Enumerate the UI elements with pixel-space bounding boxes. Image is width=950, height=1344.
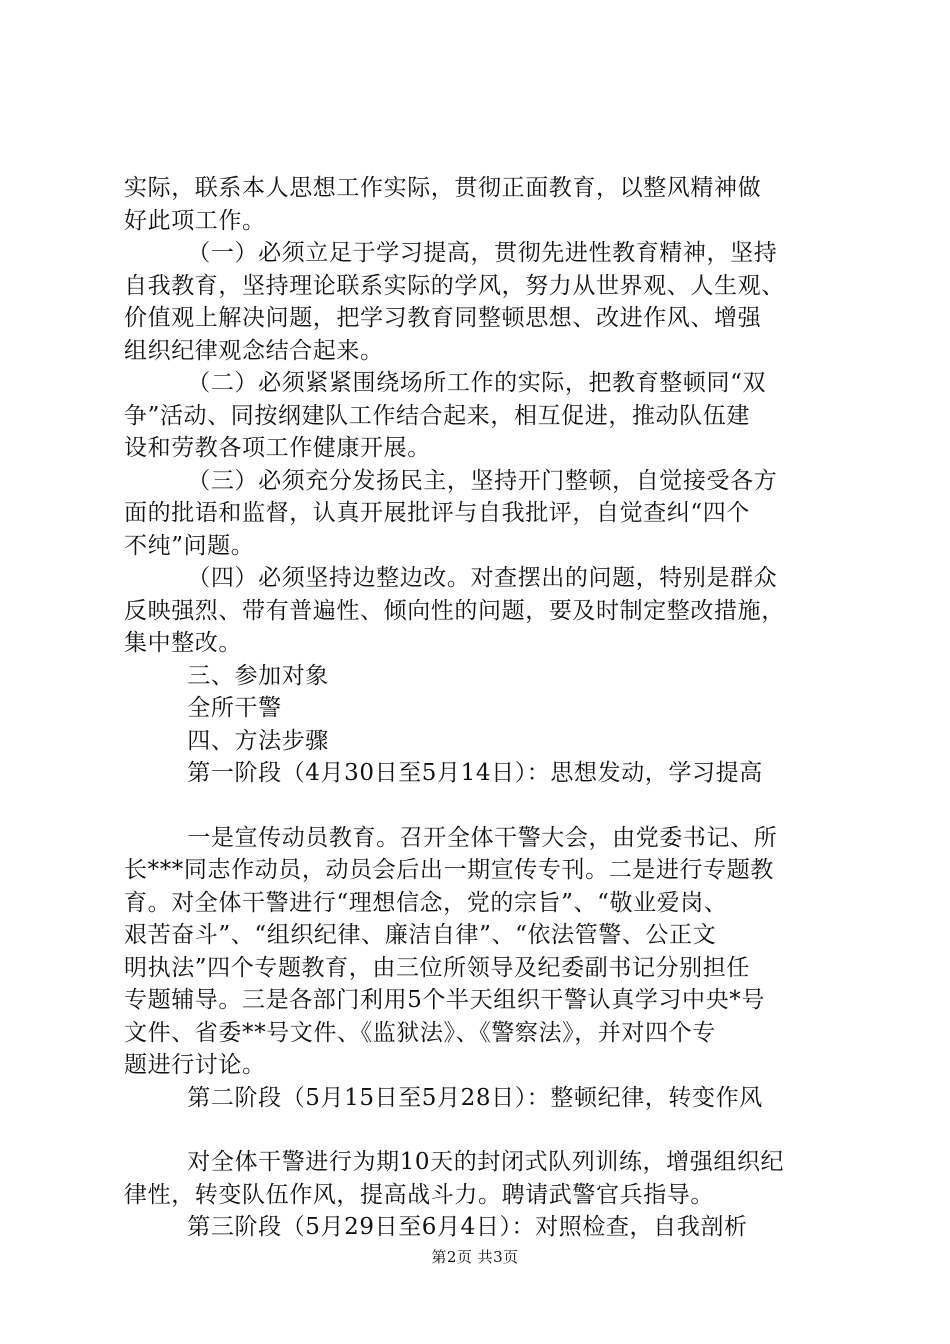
text-line: 艰苦奋斗”、“组织纪律、廉洁自律”、“依法管警、公正文: [124, 922, 717, 948]
text-line: 全所干警: [124, 695, 282, 721]
text-line: 价值观上解决问题，把学习教育同整顿思想、改进作风、增强: [124, 305, 762, 331]
text-line: （三）必须充分发扬民主，坚持开门整顿，自觉接受各方: [124, 467, 778, 494]
text-line: 面的批语和监督，认真开展批评与自我批评，自觉查纠“四个: [124, 500, 750, 526]
text-line: 长***同志作动员，动员会后出一期宣传专刊。二是进行专题教: [124, 857, 774, 883]
text-line: 不纯”问题。: [124, 532, 255, 559]
page-footer: 第2页 共3页: [431, 1248, 519, 1266]
text-line: 第二阶段（5月15日至5月28日）：整顿纪律，转变作风: [124, 1084, 763, 1111]
text-line: 题进行讨论。: [124, 1052, 266, 1078]
text-line: 实际，联系本人思想工作实际，贯彻正面教育，以整风精神做: [124, 175, 762, 201]
paragraph-gap: [124, 1114, 834, 1146]
text-line: （一）必须立足于学习提高，贯彻先进性教育精神，坚持: [124, 240, 778, 266]
text-line: 组织纪律观念结合起来。: [124, 337, 384, 364]
text-line: 三、参加对象: [124, 662, 329, 689]
body-text: [124, 172, 834, 1244]
text-line: 专题辅导。三是各部门利用5个半天组织干警认真学习中央*号: [124, 987, 765, 1013]
text-line: 律性，转变队伍作风，提高战斗力。聘请武警官兵指导。: [124, 1181, 714, 1208]
text-line: 争”活动、同按纲建队工作结合起来，相互促进，推动队伍建: [124, 402, 750, 429]
text-line: 明执法”四个专题教育，由三位所领导及纪委副书记分别担任: [124, 954, 750, 981]
text-line: 反映强烈、带有普遍性、倾向性的问题，要及时制定整改措施，: [124, 597, 785, 624]
paragraph-gap: [124, 790, 834, 822]
text-line: 设和劳教各项工作健康开展。: [124, 435, 431, 461]
text-line: （二）必须紧紧围绕场所工作的实际，把教育整顿同“双: [124, 370, 767, 396]
text-line: 四、方法步骤: [124, 727, 329, 754]
text-line: 集中整改。: [124, 630, 242, 656]
text-line: 育。对全体干警进行“理想信念，党的宗旨”、“敬业爱岗、: [124, 889, 728, 916]
text-line: 自我教育，坚持理论联系实际的学风，努力从世界观、人生观、: [124, 272, 785, 299]
text-line: 第一阶段（4月30日至5月14日）：思想发动，学习提高: [124, 760, 763, 786]
text-line: （四）必须坚持边整边改。对查摆出的问题，特别是群众: [124, 565, 778, 591]
text-line: 好此项工作。: [124, 207, 266, 234]
text-line: 文件、省委**号文件、《监狱法》、《警察法》，并对四个专: [124, 1019, 716, 1046]
text-line: 对全体干警进行为期10天的封闭式队列训练，增强组织纪: [124, 1149, 785, 1175]
text-line: 第三阶段（5月29日至6月4日）：对照检查，自我剖析: [124, 1214, 748, 1240]
text-line: 一是宣传动员教育。召开全体干警大会，由党委书记、所: [124, 824, 778, 851]
